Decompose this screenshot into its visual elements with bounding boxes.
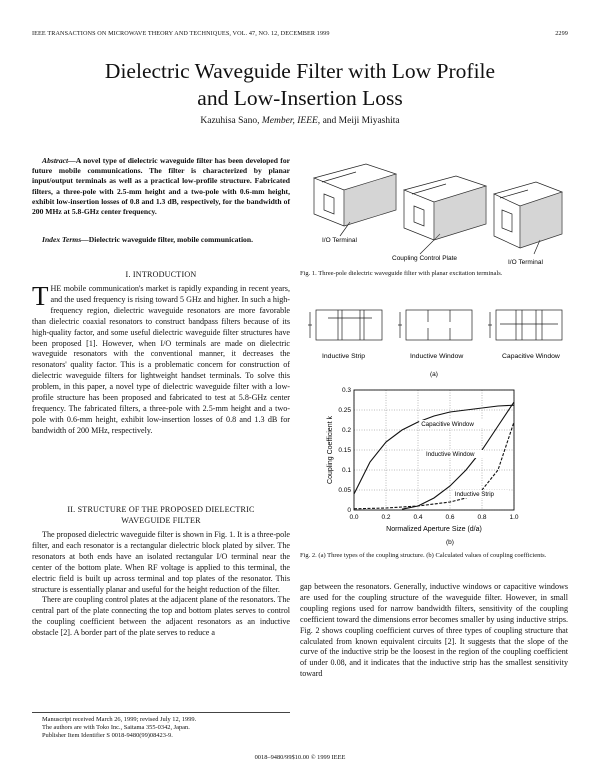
section-2-body-right: [300, 582, 568, 680]
x-tick-label: 1.0: [509, 514, 519, 521]
fig2a-label-inductive-window: Inductive Window: [410, 353, 464, 360]
author-membership: Member, IEEE,: [261, 116, 321, 126]
fig2a-label-inductive-strip: Inductive Strip: [322, 353, 366, 360]
section-1-body: [32, 281, 290, 437]
copyright-footer: 0018–9480/99$10.00 © 1999 IEEE: [254, 754, 346, 761]
y-tick-label: 0.2: [341, 427, 351, 434]
y-tick-label: 0.3: [341, 387, 351, 394]
capacitive-window-diagram: [496, 310, 562, 340]
inductive-strip-diagram: [316, 310, 382, 340]
running-header: [32, 30, 568, 37]
x-tick-label: 0.0: [349, 514, 359, 521]
author-conj: and: [322, 116, 337, 126]
drop-cap: T: [32, 281, 49, 311]
y-tick-label: 0.1: [341, 467, 351, 474]
index-terms: [32, 235, 290, 245]
fig1-coupling-plate-label: Coupling Control Plate: [392, 255, 458, 262]
y-tick-label: 0.15: [338, 447, 351, 454]
x-tick-label: 0.2: [381, 514, 391, 521]
journal-name: IEEE TRANSACTIONS ON MICROWAVE THEORY AND TECHNIQUES, VOL. 47, NO. 12, DECEMBER 1999: [32, 30, 330, 37]
fig2a-sublabel: (a): [430, 371, 438, 378]
authors: [0, 116, 600, 126]
series-line-capacitive-window: [354, 405, 514, 494]
index-terms-label: Index Terms—: [42, 235, 89, 244]
section-2-para-3: gap between the resonators. Generally, inductive windows or capacitive windows are used for the coupling structure of the waveguide filter. However, in small coupling regions used for narrow bandwidth filters, sensitivity of the coupling coefficient toward the dimensions error becomes smaller by using inductive strips. Fig. 2 shows coupling coefficient curves of three types of coupling structure that calculated from known equivalent circuits [2]. It suggests that the slope of the curve of the inductive strip be the loosest in the region of the coupling coefficient of under 0.08, and it indicates that the inductive strip has the smallest sensitivity toward: [300, 582, 568, 679]
figure-1-caption: Fig. 1. Three-pole dielectric waveguide filter with planar excitation terminals.: [300, 270, 503, 277]
fig2b-sublabel: (b): [446, 539, 454, 546]
figure-1-drawing: [300, 150, 568, 266]
section-2-para-2: There are coupling control plates at the adjacent plane of the resonators. The central part of the plate connecting the top and bottom plates serves to control the coupling coefficient between the adjacent resonators as an inductive obstacle [2]. A border part of the plate serves to reduce a: [32, 595, 290, 638]
figure-2a-drawing: [300, 298, 568, 382]
paper-title: [0, 58, 600, 112]
abstract-text: A novel type of dielectric waveguide filter has been developed for future mobile communications. The filter is characterized by planar input/output terminals as well as a practical low-profile structure. Fabricated filters, a three-pole with 2.5-mm height and a two-pole with 0.6-mm height, exhibit low-insertion losses of 0.8 and 1.3 dB, respectively, for the bandwidth of 200 MHz at 5.8-GHz center frequency.: [32, 156, 290, 217]
footnote-identifier: Publisher Item Identifier S 0018-9480(99)08423-9.: [42, 732, 173, 739]
chart-labels: [327, 387, 519, 533]
section-1-heading: I. INTRODUCTION: [125, 270, 197, 279]
annotation-inductive-strip: Inductive Strip: [454, 491, 495, 498]
footnote-received: Manuscript received March 26, 1999; revised July 12, 1999.: [42, 716, 197, 723]
author-1: Kazuhisa Sano,: [200, 116, 260, 126]
footnote-affiliation: The authors are with Toko Inc., Saitama 355-0342, Japan.: [42, 724, 190, 731]
fig1-io-terminal-label-2: I/O Terminal: [508, 259, 543, 266]
abstract-label: Abstract—: [42, 156, 76, 165]
section-1-text: HE mobile communication's market is rapidly expanding in recent years, and the used frequency is rising toward 5 GHz and higher. In such a high-frequency region, dielectric waveguide resonators are more favorable than dielectric coaxial resonators to construct bandpass filters because of its high-quality factor, and some useful dielectric waveguide filter structures have been proposed [1]. However, when I/O terminals are made on dielectric waveguide resonators with the conventional manner, it decreases the resonators' quality factor. This is a problematic concern for construction of dielectric waveguide filters for lightweight handset terminals. To solve this problem, in this paper, a novel type of dielectric waveguide filter with a low-profile structure has been proposed and fabricated to test at 5.8-GHz center frequency. The fabricated filters, a three-pole with 2.5-mm height and a two-pole with 0.6-mm height, exhibit low-insertion losses of 0.8 and 1.3 dB for bandwidth of 200 MHz, respectively.: [32, 284, 290, 435]
x-tick-label: 0.4: [413, 514, 423, 521]
author-2: Meiji Miyashita: [338, 116, 400, 126]
y-axis-label: Coupling Coefficient k: [327, 416, 334, 484]
index-terms-text: Dielectric waveguide filter, mobile communication.: [88, 235, 253, 244]
section-2-heading-line-2: WAVEGUIDE FILTER: [121, 515, 201, 525]
y-tick-label: 0.25: [338, 407, 351, 414]
section-2-body-left: [32, 530, 290, 639]
footnotes: [32, 712, 290, 740]
x-axis-label: Normalized Aperture Size (d/a): [386, 526, 482, 533]
page-number: 2299: [555, 30, 568, 37]
inductive-window-diagram: [406, 310, 472, 340]
title-line-2: and Low-Insertion Loss: [197, 86, 403, 110]
x-tick-label: 0.8: [477, 514, 487, 521]
section-2-para-1: The proposed dielectric waveguide filter is shown in Fig. 1. It is a three-pole filter, and each resonator is a rectangular dielectric block plated by silver. The resonators at both ends have an isolated rectangular I/O terminal near the center of the bottom plate. When RF voltage is applied to this terminal, the electric field is built up across terminal and top plates of the resonator. This structure is essentially planar and useful for the height reduction of the filter.: [32, 530, 290, 594]
section-2-heading-line-1: II. STRUCTURE OF THE PROPOSED DIELECTRIC: [67, 505, 255, 514]
section-2-heading: [32, 505, 290, 526]
x-tick-label: 0.6: [445, 514, 455, 521]
title-line-1: Dielectric Waveguide Filter with Low Profile: [104, 59, 496, 83]
fig1-io-terminal-label: I/O Terminal: [322, 237, 357, 244]
figure-2-caption: Fig. 2. (a) Three types of the coupling structure. (b) Calculated values of coupling coefficients.: [300, 552, 547, 559]
fig2a-label-capacitive-window: Capacitive Window: [502, 353, 560, 360]
coupling-coefficient-chart: [300, 384, 568, 550]
annotation-capacitive-window: Capacitive Window: [421, 421, 474, 428]
annotation-inductive-window: Inductive Window: [426, 451, 475, 458]
abstract: [32, 156, 290, 217]
y-tick-label: 0.05: [338, 487, 351, 494]
y-tick-label: 0: [347, 507, 351, 514]
